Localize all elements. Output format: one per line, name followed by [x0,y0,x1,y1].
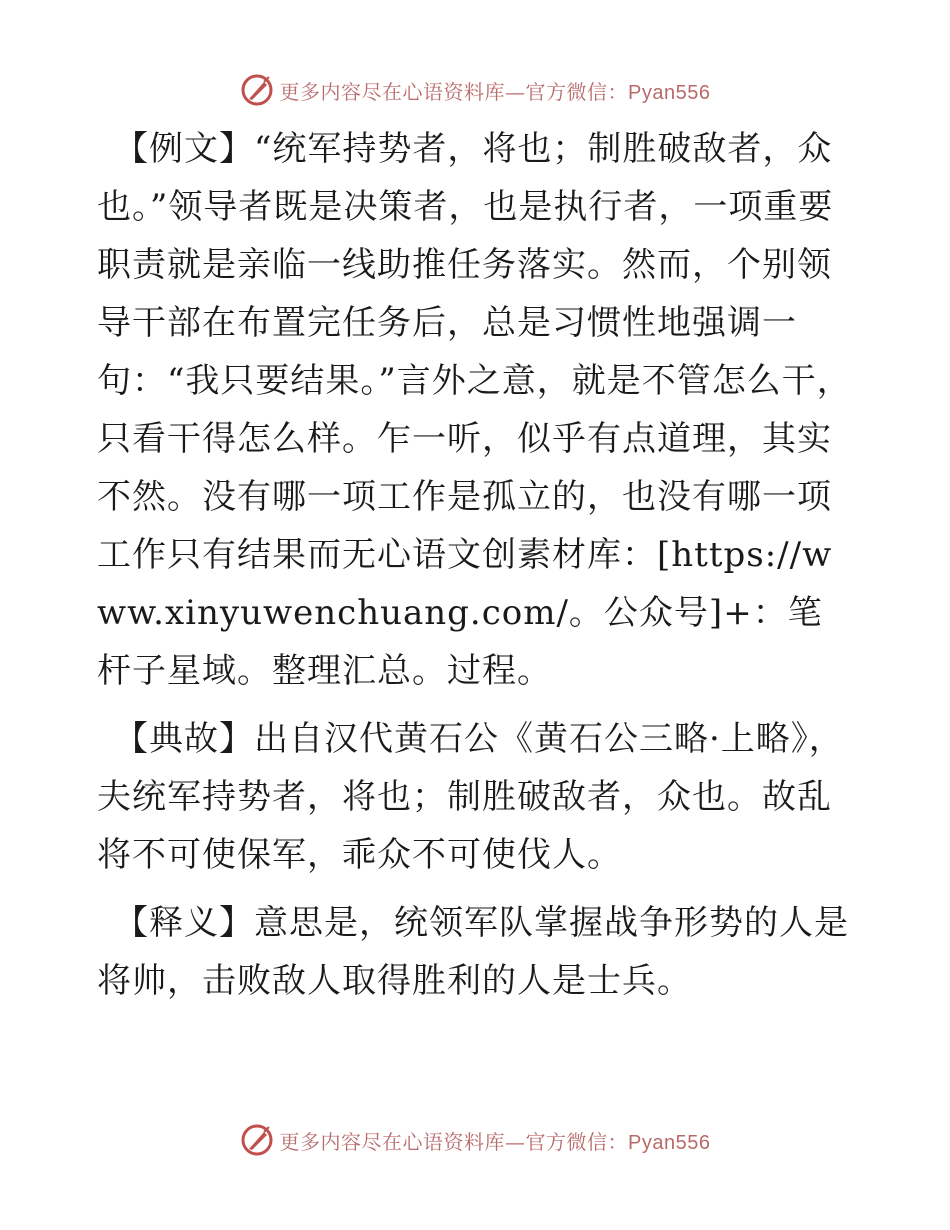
header-banner-text [280,76,711,105]
header-banner [0,70,950,110]
footer-banner-text [280,1126,711,1155]
paragraph-explanation: 【释义】意思是，统领军队掌握战争形势的人是将帅，击败敌人取得胜利的人是士兵。 [97,903,849,1001]
footer-wechat-id: Pyan556 [628,1131,711,1154]
document-body [97,120,853,1010]
footer-banner [0,1120,950,1160]
quill-pen-circle-icon [240,73,274,107]
header-wechat-id: Pyan556 [628,81,711,104]
quill-pen-circle-icon [240,1123,274,1157]
paragraph-example: 【例文】“统军持势者，将也；制胜破敌者，众也。”领导者既是决策者，也是执行者，一项重要职责就是亲临一线助推任务落实。然而，个别领导干部在布置完任务后，总是习惯性地强调一句：“我只要结果。”言外之意，就是不管怎么干，只看干得怎么样。乍一听，似乎有点道理，其实不然。没有哪一项工作是孤立的，也没有哪一项工作只有结果而无心语文创素材库：[https://www.xinyuwenchuang.com/。公众号]+：笔杆子星域。整理汇总。过程。 [97,129,852,691]
footer-banner-label: 更多内容尽在心语资料库—官方微信： [279,1129,629,1154]
paragraph-allusion: 【典故】出自汉代黄石公《黄石公三略·上略》，夫统军持势者，将也；制胜破敌者，众也。故乱将不可使保军，乖众不可使伐人。 [97,719,844,875]
header-banner-label: 更多内容尽在心语资料库—官方微信： [279,79,629,104]
